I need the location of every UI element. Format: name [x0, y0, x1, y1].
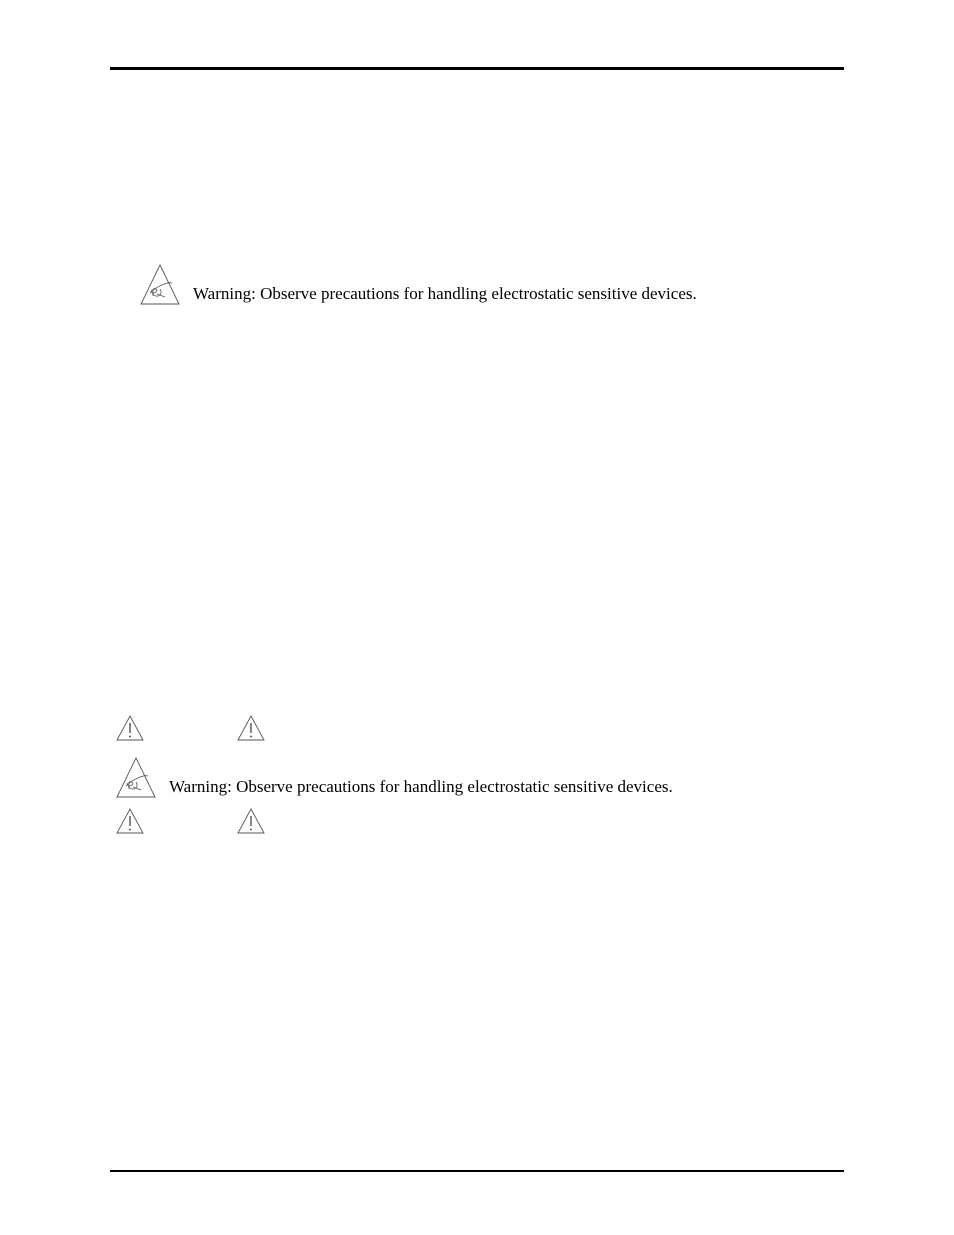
- footer-rule: [110, 1170, 844, 1172]
- esd-warning-notice: [139, 259, 697, 305]
- caution-icon: [116, 715, 144, 741]
- warning-text: Warning: Observe precautions for handling electrostatic sensitive devices.: [193, 284, 697, 303]
- caution-icon: [237, 808, 265, 834]
- caution-icon: [116, 808, 144, 834]
- header-rule: [110, 67, 844, 70]
- esd-warning-notice: [115, 752, 673, 798]
- esd-warning-icon: [115, 756, 157, 798]
- caution-icon: [237, 715, 265, 741]
- warning-text: Warning: Observe precautions for handling electrostatic sensitive devices.: [169, 777, 673, 796]
- esd-warning-icon: [139, 263, 181, 305]
